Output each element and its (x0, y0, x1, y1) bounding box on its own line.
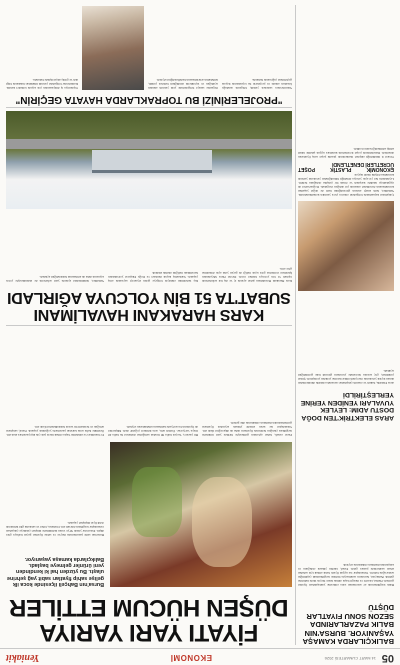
speaker-photo (82, 6, 144, 90)
side-story-3-headline: EKONOMİK PLASTİK POŞET ÜCRETLERİ DENETLENDİ (298, 160, 394, 173)
section-divider (6, 107, 292, 108)
main-story-body-4: Ev hanımları ve emekliler başta olmak üzere pek çok kişi pazarlara akın etti. Özellikle hafta sonu kurulan pazarlarda yoğunluk yaşandı. Esnaf, satışların arttığını ve bereketli bir sezon beklediklerini ifade etti. (6, 424, 104, 437)
quote-body-2: Organize sanayi bölgelerinde yeni yatırım alanları açıldığını ve teşviklerin sürdüğünü belirten yetkili, istihdamın artırılmasının hedeflendiğini söyledi. (148, 77, 218, 90)
main-headline: FİYATI YARI YARIYA DÜŞEN HÜCUM ETTİLER (9, 594, 289, 646)
airport-headline: KARS HARAKANI HAVALİMANI SUBAT'TA 51 BİN YOLCUYA AĞIRLADI (7, 289, 291, 323)
side-story-2-photo (298, 201, 394, 291)
side-story-1-headline: BALIKÇILARDA KAMAŞA YAŞANIYOR. BURSA'NIN BALIK PAZARLARINDA SEZON SONU FIYATLAR DÜŞTÜ (302, 603, 394, 646)
issue-date: 14 MART CUMARTESİ 2026 (324, 656, 376, 661)
side-story-2-body-continued: Çalışmalar kapsamında bölgedeki onlarca yuva yeniden konumlandırıldı. Yetkililer, hem enerji arzının güvenliğinin hem de doğal yaşamın korunmasının öncelikleri arasında yer aldığını vurguladı. Doğaseverler de uygulamayı takdirle karşıladı ve örnek bir çalışma olduğunu belirtti. Leyleklerin her yıl aynı yuvaya döndüğü bilindiğinden yuvaların yerinde korunması büyük önem taşıyor. EKONOMİK PLASTİK POŞET ÜCRETLERİ DENETLENDİ Ticaret il müdürlüğü ekipleri marketlerde plastik poşet satış fiyatlarını denetledi. Denetimlerde poşet ücretlerinin kurallara uygun şekilde tahsil edilip edilmediği kontrol edildi. (298, 147, 394, 197)
main-subheadline: Bursa'nın Bahçeli ilçesinde koca ilk gelişe sahip fiyatları sabit yağ şehrine ulaştı. Bu yüzden hal ki kendinden yeni ürünler gelmeye başladı. Balıkçılarda kamaşa yaşanıyor. (6, 555, 104, 587)
airport-body-1: Kars Harakani Havalimanı şubat ayında iç ve dış hat seferlerinde toplam 51 bin yolcuya hizmet verdi. Devlet Hava Meydanları İşletmesi verilerine göre uçak trafiği de geçen yılın aynı dönemine göre arttı. (202, 266, 292, 283)
newspaper-logo: Yeniakit (6, 652, 40, 663)
main-story-body-1: Bursa'nın semt pazarlarında meyve ve sebze fiyatları geçen haftaya göre düştü. Pazarcılar yüzde 50'ye varan indirimlerle müşteri çekmeye çalışırken vatandaşlar tezgâhlara hücum etti. Domates, biber ve salatalık gibi ürünlerde ciddi fiyat düşüşleri yaşandı. (6, 520, 104, 537)
quote-body-1: Yatırımcılara seslenen yetkili, bölgenin sunduğu fırsatları anlattı ve projelerin bu topraklarda hayata geçirilmesi çağrısında bulundu. (222, 77, 292, 90)
side-story-2-body: Aras Elektrik, bakım ve onarım çalışmaları sırasında elektrik direklerinden alınan leylek yuvalarını özel platformlar üzerine yeniden yerleştirdi. Şirket yetkilileri, göç sezonu öncesinde yuvaların güvenli hale getirildiğini açıkladı. (298, 368, 394, 385)
page-header (0, 648, 400, 665)
section-divider (6, 325, 292, 326)
side-story-1-body: Balık tezgâhlarında av sezonunun sona ermesine yaklaşılırken fiyatlar geriledi. Hamsi, istavrit ve mezgit başta olmak üzere birçok türde indirime gidildi. Balıkçılar, havaların ısınmasıyla birlikte tezgâhlardaki çeşitliliğin azalacağını belirtti. Vatandaşlar ise uygun fiyatlı balık almak için sabahın erken saatlerinde pazara geldi. Esnaf, talebin yüksek olduğunu ve satışlardan memnun olduklarını söyledi. (298, 562, 394, 587)
airport-body-3: Yetkililer, önümüzdeki aylarda yeni seferlerin de eklenmesiyle yolcu sayısının daha da artmasının beklendiğini açıkladı. (6, 274, 104, 283)
side-story-2-headline: ARAS ELEKTRİK'TEN DOĞA DOSTU ADIM: LEYLEK YUVALARI YENİDEN YERİNE YERLEŞTİRİLDİ (300, 391, 394, 421)
section-title: EKONOMİ (170, 653, 212, 662)
main-story-body-2: Pazar esnafı, bahar aylarının gelmesiyle birlikte yeni ürünlerin tezgâhlara çıktığını belirterek fiyatların daha da düşeceğini ifade etti. Vatandaşlar ise uzun süredir yüksek seyreden fiyatların gerilemesinden memnun olduklarını dile getirdi. (202, 420, 292, 437)
market-stall-photo (110, 442, 292, 587)
column-divider (295, 5, 296, 645)
main-story-body-3: Bir pazarcı, 'Geçen hafta 80 liradan sattığımız domatesi bu hafta 40 liraya veriyoruz. Üretim arttı, sera ürünleri çoğaldı' dedi. Müşteriler de fiyatların bu seviyede kalmasını umduklarını söyledi. (108, 424, 198, 437)
quote-body-3: Toplantıya iş dünyasından çok sayıda temsilci katıldı. Katılımcılar bölgedeki yatırım imkânları hakkında bilgi aldı ve görüş alışverişinde bulundu. (6, 77, 78, 90)
airport-photo (6, 111, 292, 209)
airport-body-2: Kış turizminin etkisiyle bölgeye gelen ziyaretçi sayısında artış yaşandı. Sarıkamış kayak merkezi ve Doğu Ekspresi yolculukları havalimanı trafiğini olumlu etkiledi. (108, 270, 198, 283)
page-number: 05 (381, 652, 394, 664)
quote-headline: "PROJELERİNİZİ BU TOPRAKLARDA HAYATA GEÇİRİN" (15, 94, 283, 105)
